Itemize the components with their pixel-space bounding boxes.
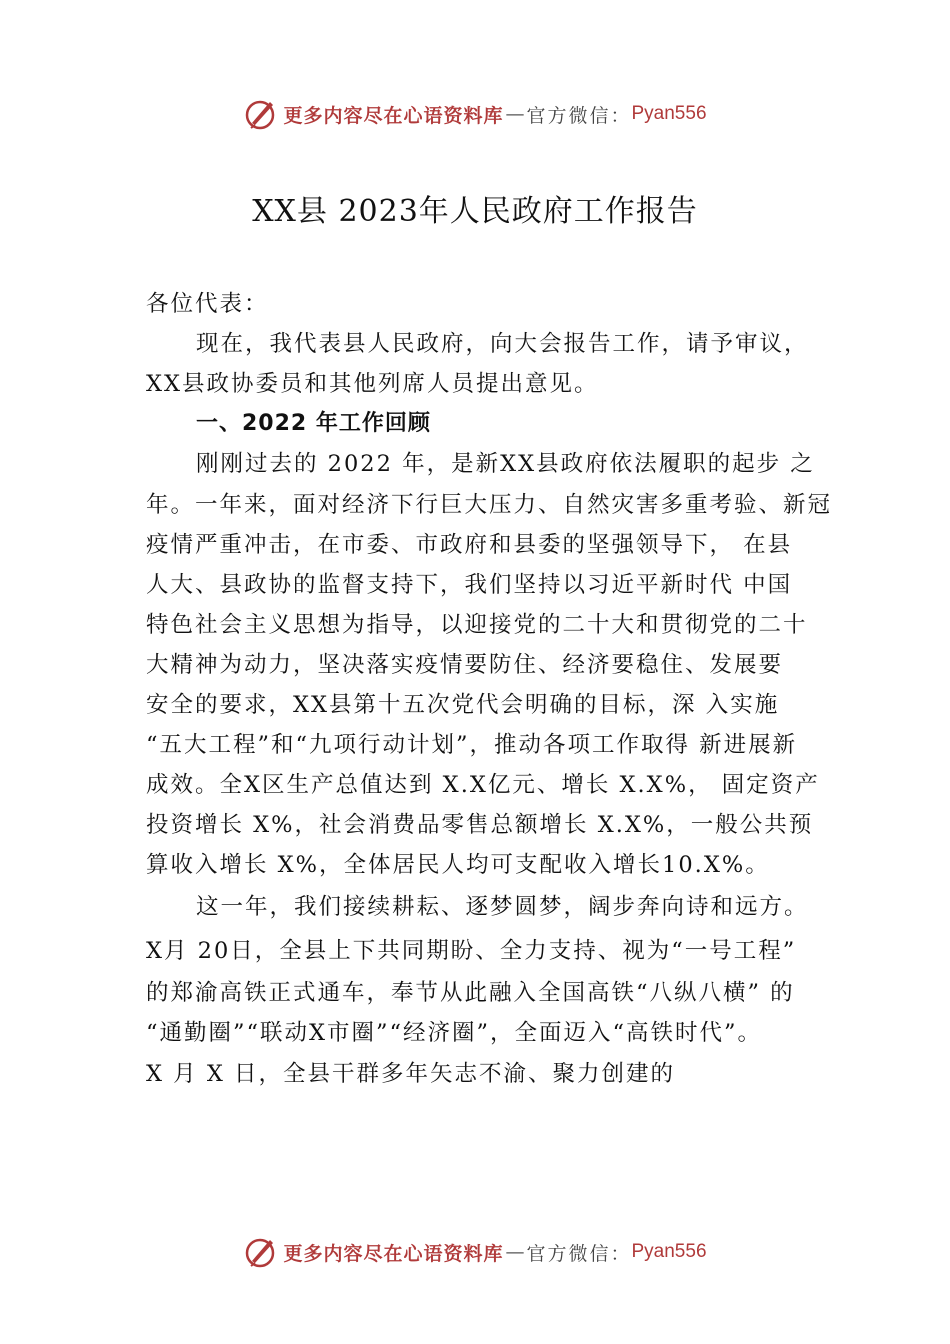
watermark-wechat-id: Pyan556	[631, 103, 707, 124]
body-line: XX县政协委员和其他列席人员提出意见。	[146, 371, 599, 397]
document-title: XX县 2023年人民政府工作报告	[252, 194, 698, 229]
watermark-banner-top	[0, 94, 950, 134]
body-line: X月 20日，全县上下共同期盼、全力支持、视为“一号工程”	[146, 938, 797, 964]
body-line: “五大工程”和“九项行动计划”，推动各项工作取得 新进展新	[146, 732, 798, 758]
body-line: 成效。全X区生产总值达到 X.X亿元、增长 X.X%， 固定资产	[146, 772, 820, 798]
body-line: 大精神为动力，坚决落实疫情要防住、经济要稳住、发展要	[146, 652, 784, 678]
quill-logo-icon	[243, 96, 279, 132]
section-heading: 一、2022 年工作回顾	[196, 411, 431, 436]
watermark-promo-text: 更多内容尽在心语资料库	[283, 1242, 504, 1265]
quill-logo-icon	[243, 1234, 279, 1270]
body-line: 现在，我代表县人民政府，向大会报告工作，请予审议，	[196, 331, 809, 357]
body-line: 年。一年来，面对经济下行巨大压力、自然灾害多重考验、新冠	[146, 492, 833, 518]
body-line: 投资增长 X%，社会消费品零售总额增长 X.X%，一般公共预	[146, 812, 814, 838]
watermark-dash: —	[505, 1241, 525, 1263]
body-line: 刚刚过去的 2022 年，是新XX县政府依法履职的起步 之	[196, 451, 815, 477]
watermark-wechat-label: 官方微信：	[526, 1242, 632, 1265]
watermark-banner-bottom	[0, 1232, 950, 1272]
watermark-promo-text: 更多内容尽在心语资料库	[283, 104, 504, 127]
body-line: 疫情严重冲击，在市委、市政府和县委的坚强领导下， 在县	[146, 532, 793, 558]
body-line: 安全的要求，XX县第十五次党代会明确的目标，深 入实施	[146, 692, 780, 718]
body-line: X 月 X 日，全县干群多年矢志不渝、聚力创建的	[146, 1061, 675, 1087]
body-line: “通勤圈”“联动X市圈”“经济圈”，全面迈入“高铁时代”。	[146, 1020, 763, 1046]
body-line: 这一年，我们接续耕耘、逐梦圆梦，阔步奔向诗和远方。	[196, 894, 809, 920]
body-line: 特色社会主义思想为指导，以迎接党的二十大和贯彻党的二十	[146, 612, 808, 638]
watermark-dash: —	[505, 103, 525, 125]
watermark-wechat-id: Pyan556	[631, 1241, 707, 1262]
salutation: 各位代表：	[146, 291, 269, 317]
watermark-wechat-label: 官方微信：	[526, 104, 632, 127]
body-line: 人大、县政协的监督支持下，我们坚持以习近平新时代 中国	[146, 572, 793, 598]
body-line: 的郑渝高铁正式通车，奉节从此融入全国高铁“八纵八横” 的	[146, 980, 795, 1006]
body-line: 算收入增长 X%，全体居民人均可支配收入增长10.X%。	[146, 852, 770, 878]
